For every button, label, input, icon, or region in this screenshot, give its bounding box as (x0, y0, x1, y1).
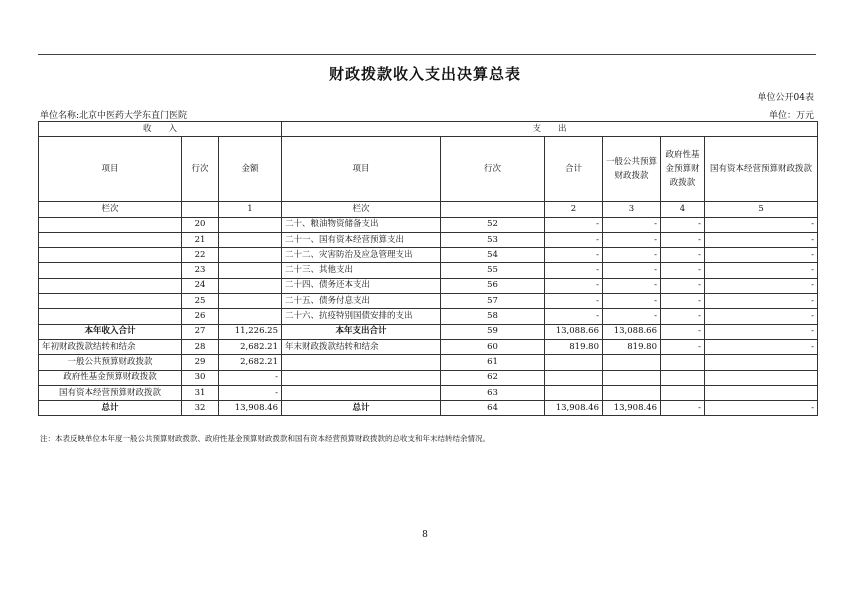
col-header-line: 行次 (182, 137, 219, 202)
cell-in-line: 29 (182, 355, 219, 370)
cell-soe: - (705, 324, 818, 339)
cell-in-item: 本年收入合计 (39, 324, 182, 339)
cell-in-item (39, 263, 182, 278)
cell-ex-item: 二十六、抗疫特别国债安排的支出 (282, 309, 441, 324)
col-header-exp-item: 项目 (282, 137, 441, 202)
table-row (39, 248, 818, 263)
cell-ex-item (282, 370, 441, 385)
expense-section-header: 支 出 (282, 122, 818, 137)
table-row (39, 370, 818, 385)
cell-total: 13,908.46 (545, 401, 603, 416)
cell-general (603, 355, 661, 370)
cell-general: - (603, 263, 661, 278)
cell-in-item (39, 294, 182, 309)
cell-soe: - (705, 232, 818, 247)
cell-in-line: 24 (182, 278, 219, 293)
cell-general: - (603, 248, 661, 263)
cell-fund (661, 355, 705, 370)
table-row (39, 294, 818, 309)
cell-in-amt (219, 278, 282, 293)
cell-total: - (545, 232, 603, 247)
cell-ex-item: 二十三、其他支出 (282, 263, 441, 278)
cell-ex-item: 二十四、债务还本支出 (282, 278, 441, 293)
cell-soe (705, 355, 818, 370)
cell-fund: - (661, 263, 705, 278)
cell-general: - (603, 309, 661, 324)
table-row (39, 339, 818, 354)
cell-in-amt: - (219, 370, 282, 385)
cell-ex-line: 59 (441, 324, 545, 339)
page-title: 财政拨款收入支出决算总表 (328, 65, 521, 83)
col-index-label: 栏次 (39, 202, 182, 217)
cell-in-amt: - (219, 385, 282, 400)
cell-total: 819.80 (545, 339, 603, 354)
cell-total: - (545, 248, 603, 263)
cell-general (603, 370, 661, 385)
cell-in-item: 国有资本经营预算财政拨款 (39, 385, 182, 400)
header-rule (38, 54, 816, 55)
cell-in-line: 25 (182, 294, 219, 309)
cell-total: - (545, 309, 603, 324)
cell-in-item (39, 217, 182, 232)
col-header-soe: 国有资本经营预算财政拨款 (705, 137, 818, 202)
cell-in-amt: 2,682.21 (219, 355, 282, 370)
cell-fund (661, 370, 705, 385)
cell-soe (705, 370, 818, 385)
col-header-general: 一般公共预算财政拨款 (603, 137, 661, 202)
cell-in-item (39, 248, 182, 263)
cell-ex-item (282, 385, 441, 400)
cell-ex-line: 62 (441, 370, 545, 385)
cell-soe: - (705, 278, 818, 293)
table-row (39, 309, 818, 324)
cell-in-item (39, 232, 182, 247)
col-index-3: 3 (603, 202, 661, 217)
col-header-fund: 政府性基金预算财政拨款 (661, 137, 705, 202)
page-number: 8 (422, 530, 428, 540)
cell-fund: - (661, 401, 705, 416)
cell-ex-line: 58 (441, 309, 545, 324)
cell-general: - (603, 232, 661, 247)
cell-in-item (39, 309, 182, 324)
cell-in-item (39, 278, 182, 293)
table-row (39, 278, 818, 293)
cell-total: - (545, 294, 603, 309)
cell-total: - (545, 217, 603, 232)
cell-in-line: 30 (182, 370, 219, 385)
cell-total (545, 385, 603, 400)
cell-in-amt (219, 232, 282, 247)
cell-total (545, 355, 603, 370)
cell-general: - (603, 278, 661, 293)
cell-in-item: 政府性基金预算财政拨款 (39, 370, 182, 385)
table-note: 注：本表反映单位本年度一般公共预算财政拨款、政府性基金预算财政拨款和国有资本经营预算财政拨款的总收支和年末结转结余情况。 (40, 434, 490, 443)
cell-in-amt (219, 248, 282, 263)
cell-in-line: 21 (182, 232, 219, 247)
cell-soe: - (705, 309, 818, 324)
cell-ex-item: 年末财政拨款结转和结余 (282, 339, 441, 354)
table-row (39, 263, 818, 278)
cell-ex-item: 二十五、债务付息支出 (282, 294, 441, 309)
cell-general (603, 385, 661, 400)
cell-ex-item: 总计 (282, 401, 441, 416)
cell-in-line: 20 (182, 217, 219, 232)
cell-in-item: 一般公共预算财政拨款 (39, 355, 182, 370)
cell-in-amt: 11,226.25 (219, 324, 282, 339)
cell-ex-line: 63 (441, 385, 545, 400)
cell-general: 819.80 (603, 339, 661, 354)
table-row (39, 401, 818, 416)
cell-in-amt (219, 263, 282, 278)
cell-in-amt: 2,682.21 (219, 339, 282, 354)
cell-general: 13,908.46 (603, 401, 661, 416)
cell-soe (705, 385, 818, 400)
cell-in-amt (219, 294, 282, 309)
cell-soe: - (705, 248, 818, 263)
col-index-4: 4 (661, 202, 705, 217)
col-index-5: 5 (705, 202, 818, 217)
col-header-total: 合计 (545, 137, 603, 202)
cell-ex-item: 二十、粮油物资储备支出 (282, 217, 441, 232)
cell-general: - (603, 294, 661, 309)
table-number: 单位公开04表 (757, 93, 814, 103)
cell-general: - (603, 217, 661, 232)
final-accounts-table (38, 121, 818, 416)
table-row (39, 385, 818, 400)
cell-ex-line: 60 (441, 339, 545, 354)
col-index-label-2: 栏次 (282, 202, 441, 217)
col-header-amount: 金额 (219, 137, 282, 202)
cell-in-line: 23 (182, 263, 219, 278)
cell-in-amt (219, 309, 282, 324)
cell-in-line: 27 (182, 324, 219, 339)
cell-fund: - (661, 324, 705, 339)
cell-ex-item: 二十二、灾害防治及应急管理支出 (282, 248, 441, 263)
cell-soe: - (705, 294, 818, 309)
cell-in-line: 31 (182, 385, 219, 400)
cell-ex-item: 二十一、国有资本经营预算支出 (282, 232, 441, 247)
cell-in-item: 年初财政拨款结转和结余 (39, 339, 182, 354)
cell-fund: - (661, 232, 705, 247)
col-index-2: 2 (545, 202, 603, 217)
cell-in-amt: 13,908.46 (219, 401, 282, 416)
cell-ex-item (282, 355, 441, 370)
col-index-blank-2 (441, 202, 545, 217)
cell-soe: - (705, 217, 818, 232)
cell-ex-line: 55 (441, 263, 545, 278)
cell-in-line: 26 (182, 309, 219, 324)
cell-ex-line: 57 (441, 294, 545, 309)
cell-fund: - (661, 278, 705, 293)
table-row (39, 217, 818, 232)
income-section-header: 收 入 (39, 122, 282, 137)
cell-general: 13,088.66 (603, 324, 661, 339)
cell-fund: - (661, 248, 705, 263)
cell-ex-line: 56 (441, 278, 545, 293)
cell-ex-line: 54 (441, 248, 545, 263)
cell-soe: - (705, 339, 818, 354)
cell-ex-line: 52 (441, 217, 545, 232)
cell-fund: - (661, 339, 705, 354)
cell-in-line: 32 (182, 401, 219, 416)
cell-fund: - (661, 294, 705, 309)
table-row (39, 232, 818, 247)
cell-soe: - (705, 401, 818, 416)
cell-fund: - (661, 217, 705, 232)
cell-total (545, 370, 603, 385)
cell-fund: - (661, 309, 705, 324)
cell-soe: - (705, 263, 818, 278)
col-header-exp-line: 行次 (441, 137, 545, 202)
cell-ex-line: 61 (441, 355, 545, 370)
currency-unit: 单位：万元 (768, 111, 814, 121)
cell-total: - (545, 278, 603, 293)
col-index-blank (182, 202, 219, 217)
table-row (39, 355, 818, 370)
cell-total: 13,088.66 (545, 324, 603, 339)
cell-ex-line: 64 (441, 401, 545, 416)
cell-total: - (545, 263, 603, 278)
col-header-item: 项目 (39, 137, 182, 202)
cell-ex-line: 53 (441, 232, 545, 247)
unit-name: 单位名称:北京中医药大学东直门医院 (40, 111, 188, 121)
cell-in-line: 22 (182, 248, 219, 263)
cell-in-line: 28 (182, 339, 219, 354)
table-row (39, 324, 818, 339)
col-index-1: 1 (219, 202, 282, 217)
cell-fund (661, 385, 705, 400)
cell-in-amt (219, 217, 282, 232)
cell-ex-item: 本年支出合计 (282, 324, 441, 339)
cell-in-item: 总计 (39, 401, 182, 416)
